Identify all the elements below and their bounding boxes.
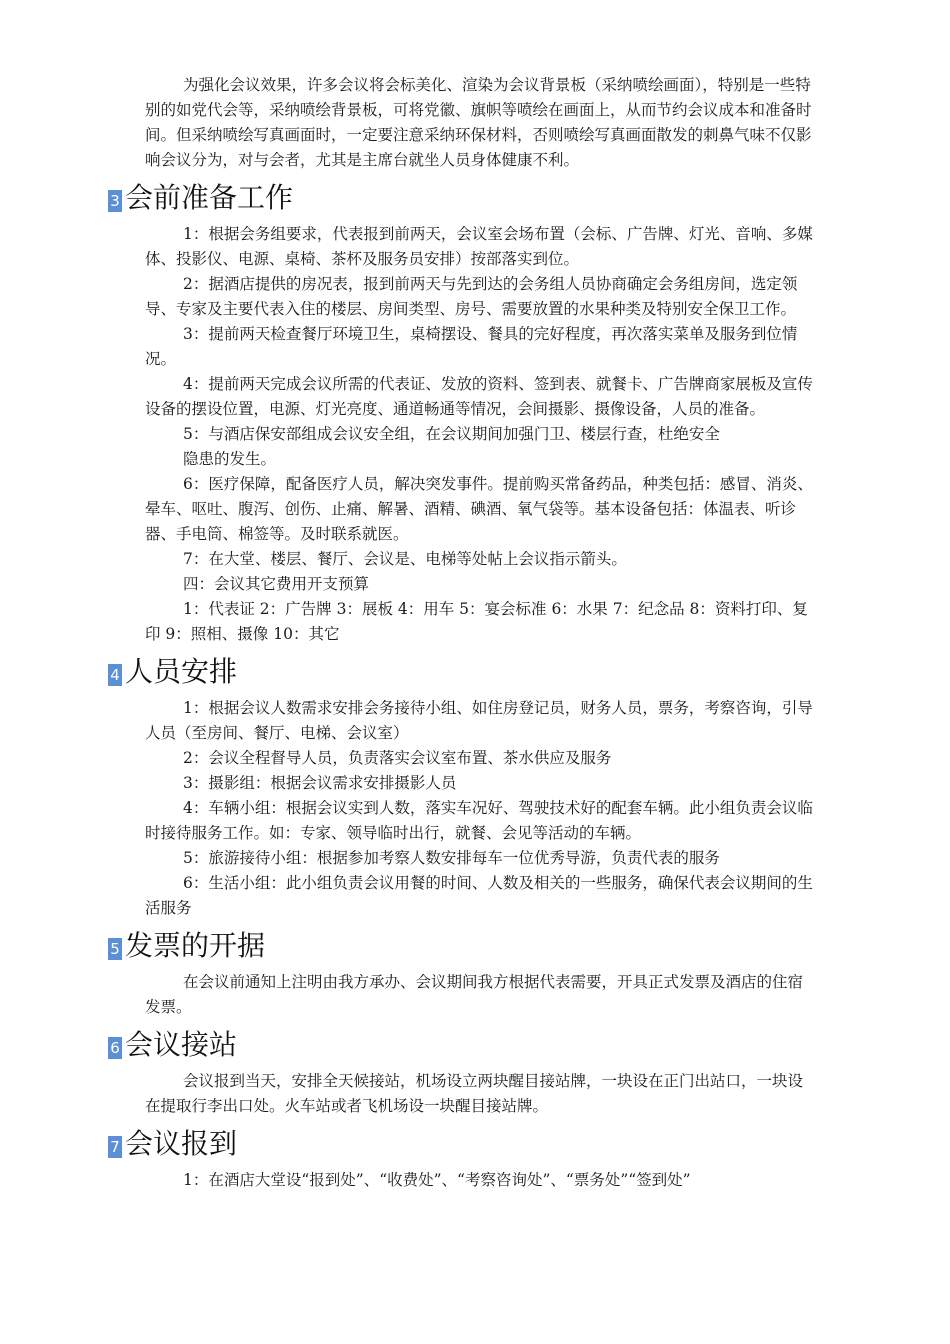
section-title: 会议报到	[125, 1127, 238, 1160]
paragraph: 1：在酒店大堂设“报到处”、“收费处”、“考察咨询处”、“票务处”“签到处”	[183, 1171, 691, 1189]
paragraph: 6：医疗保障，配备医疗人员，解决突发事件。提前购买常备药品，种类包括：感冒、消炎、晕车、呕吐、腹泻、创伤、止痛、解暑、酒精、碘酒、氧气袋等。基本设备包括：体温表、听诊器、手电筒、棉签等。及时联系就医。	[145, 475, 813, 543]
document-body	[110, 73, 815, 1193]
paragraph: 6：生活小组：此小组负责会议用餐的时间、人数及相关的一些服务，确保代表会议期间的生活服务	[145, 874, 813, 917]
section-number-badge: 4	[108, 664, 122, 686]
section-heading-3	[108, 178, 815, 218]
paragraph: 5：旅游接待小组：根据参加考察人数安排每车一位优秀导游，负责代表的服务	[183, 849, 720, 867]
paragraph: 1：代表证 2：广告牌 3：展板 4：用车 5：宴会标准 6：水果 7：纪念品 8：资料打印、复印 9：照相、摄像 10：其它	[145, 600, 808, 643]
paragraph: 在会议前通知上注明由我方承办、会议期间我方根据代表需要，开具正式发票及酒店的住宿发票。	[145, 973, 804, 1016]
paragraph: 2：会议全程督导人员，负责落实会议室布置、茶水供应及服务	[183, 749, 612, 767]
paragraph: 2：据酒店提供的房况表，报到前两天与先到达的会务组人员协商确定会务组房间，选定领导、专家及主要代表入住的楼层、房间类型、房号、需要放置的水果种类及特别安全保卫工作。	[145, 275, 798, 318]
paragraph: 1：根据会议人数需求安排会务接待小组、如住房登记员，财务人员，票务，考察咨询，引导人员（至房间、餐厅、电梯、会议室）	[145, 699, 813, 742]
section-heading-7	[108, 1124, 815, 1164]
section-number-badge: 6	[108, 1037, 122, 1059]
section-title: 会议接站	[125, 1028, 238, 1061]
section-number-badge: 5	[108, 938, 122, 960]
paragraph: 3：摄影组：根据会议需求安排摄影人员	[183, 774, 457, 792]
paragraph: 四：会议其它费用开支预算	[183, 575, 370, 593]
section-heading-5	[108, 926, 815, 966]
paragraph: 3：提前两天检查餐厅环境卫生，桌椅摆设、餐具的完好程度，再次落实菜单及服务到位情况。	[145, 325, 798, 368]
section-title: 发票的开据	[125, 929, 266, 962]
paragraph: 会议报到当天，安排全天候接站，机场设立两块醒目接站牌，一块设在正门出站口，一块设在提取行李出口处。火车站或者飞机场设一块醒目接站牌。	[145, 1072, 804, 1115]
paragraph: 4：提前两天完成会议所需的代表证、发放的资料、签到表、就餐卡、广告牌商家展板及宣传设备的摆设位置，电源、灯光亮度、通道畅通等情况，会间摄影、摄像设备，人员的准备。	[145, 375, 813, 418]
paragraph: 隐患的发生。	[183, 450, 277, 468]
intro-paragraph: 为强化会议效果，许多会议将会标美化、渲染为会议背景板（采纳喷绘画面），特别是一些特别的如党代会等，采纳喷绘背景板，可将党徽、旗帜等喷绘在画面上，从而节约会议成本和准备时间。但采纳喷绘写真画面时，一定要注意采纳环保材料，否则喷绘写真画面散发的刺鼻气味不仅影响会议分为，对与会者，尤其是主席台就坐人员身体健康不利。	[145, 76, 812, 169]
section-title: 人员安排	[125, 655, 238, 688]
section-heading-6	[108, 1025, 815, 1065]
section-heading-4	[108, 652, 815, 692]
paragraph: 7：在大堂、楼层、餐厅、会议是、电梯等处帖上会议指示箭头。	[183, 550, 627, 568]
section-number-badge: 3	[108, 190, 122, 212]
paragraph: 5：与酒店保安部组成会议安全组，在会议期间加强门卫、楼层行查，杜绝安全	[183, 425, 720, 443]
paragraph: 4：车辆小组：根据会议实到人数，落实车况好、驾驶技术好的配套车辆。此小组负责会议临时接待服务工作。如：专家、领导临时出行，就餐、会见等活动的车辆。	[145, 799, 813, 842]
section-title: 会前准备工作	[125, 181, 294, 214]
paragraph: 1：根据会务组要求，代表报到前两天，会议室会场布置（会标、广告牌、灯光、音响、多媒体、投影仪、电源、桌椅、茶杯及服务员安排）按部落实到位。	[145, 225, 813, 268]
section-number-badge: 7	[108, 1136, 122, 1158]
